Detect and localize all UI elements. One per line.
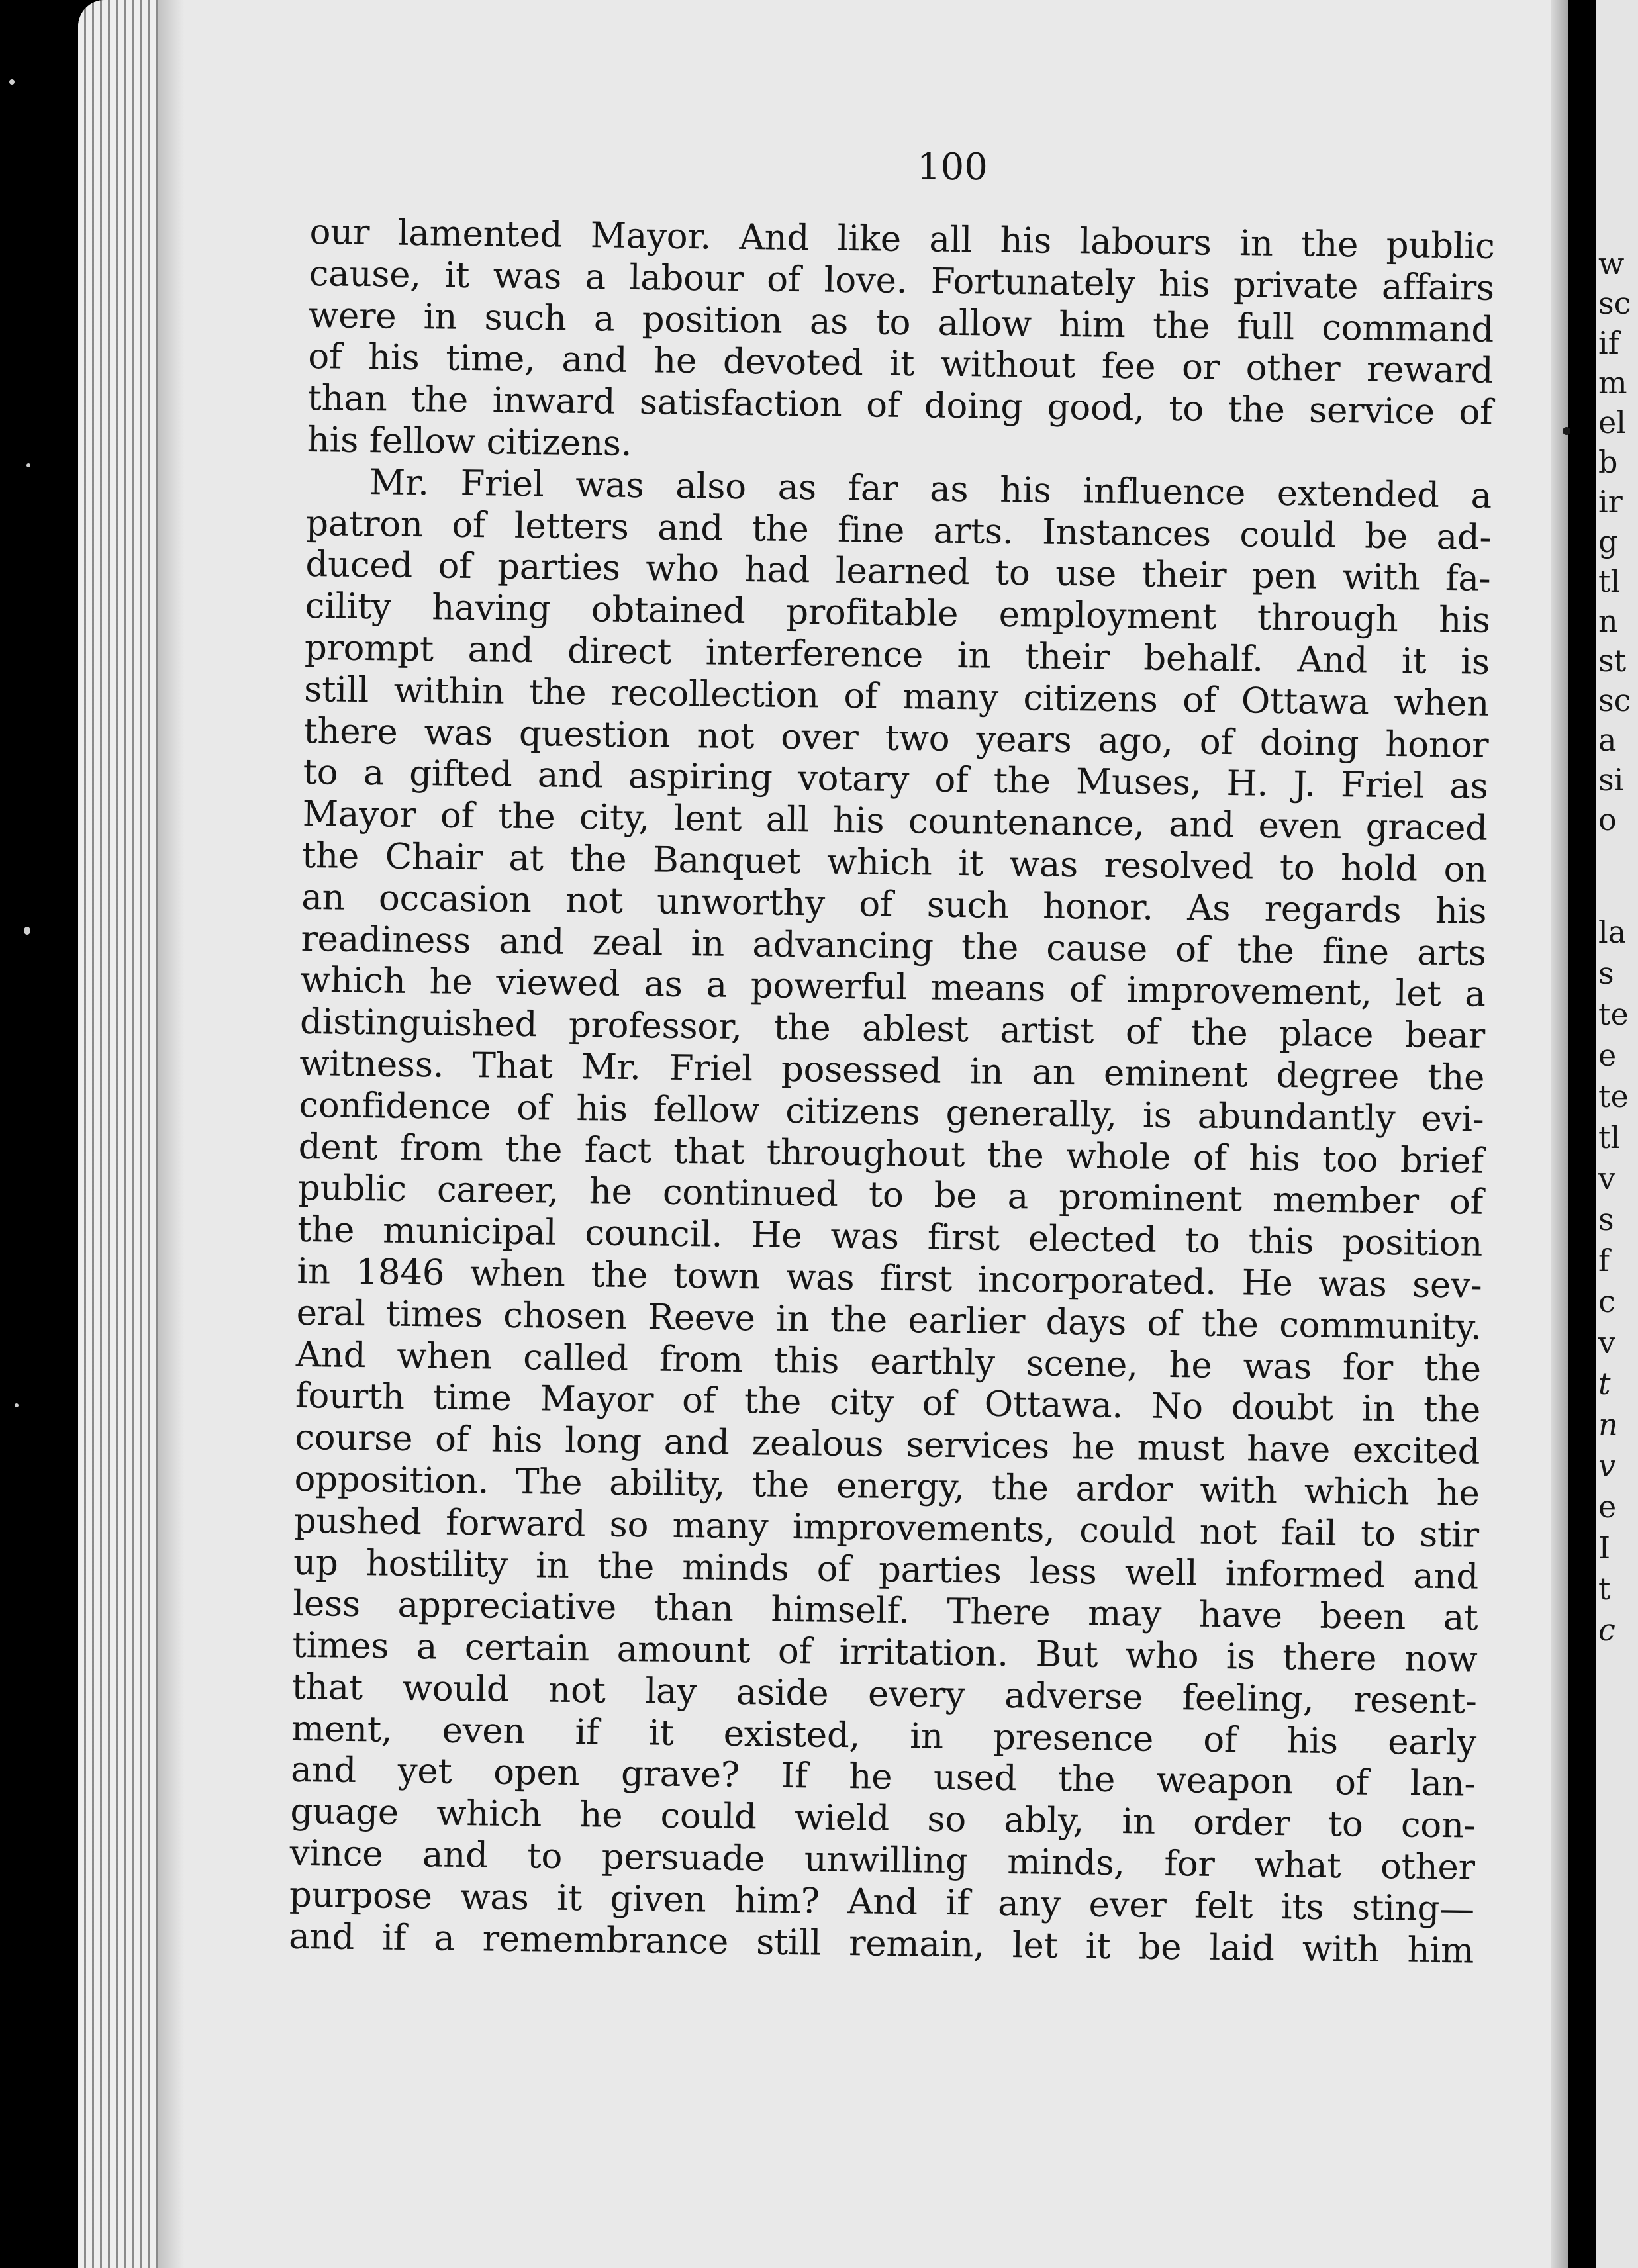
text-line: dent from the fact that throughout the whole of his too brief bbox=[298, 1126, 1484, 1182]
text-line: his fellow citizens. bbox=[307, 419, 632, 464]
facing-page-fragment: tl bbox=[1598, 1119, 1621, 1155]
facing-page-fragment: st bbox=[1598, 643, 1627, 679]
facing-page-fragment: a bbox=[1598, 722, 1617, 758]
text-line: patron of letters and the fine arts. Instances could be ad- bbox=[305, 502, 1492, 558]
facing-page-fragment: n bbox=[1598, 603, 1618, 639]
text-line: eral times chosen Reeve in the earlier days of the community. bbox=[296, 1292, 1482, 1348]
text-line: readiness and zeal in advancing the cause of the fine arts bbox=[301, 918, 1486, 974]
text-line: Mr. Friel was also as far as his influence extended a bbox=[369, 461, 1492, 516]
facing-page-fragment: t bbox=[1598, 1571, 1611, 1607]
facing-page-fragment: la bbox=[1598, 914, 1627, 950]
facing-page-fragment: te bbox=[1598, 1078, 1629, 1114]
body-text bbox=[289, 212, 1495, 1972]
facing-page-fragment: w bbox=[1598, 246, 1625, 281]
text-line: and yet open grave? If he used the weapon of lan- bbox=[290, 1750, 1476, 1805]
page-number: 100 bbox=[917, 146, 988, 189]
text-line: still within the recollection of many citizens of Ottawa when bbox=[303, 669, 1490, 724]
facing-page-fragment: g bbox=[1598, 524, 1618, 559]
text-line: opposition. The ability, the energy, the ardor with which he bbox=[294, 1458, 1480, 1514]
facing-page-fragment: si bbox=[1598, 762, 1624, 798]
facing-page-edge bbox=[1596, 0, 1638, 2268]
text-line: an occasion not unworthy of such honor. As regards his bbox=[301, 876, 1487, 932]
facing-page-fragment: s bbox=[1598, 955, 1614, 991]
text-line: in 1846 when the town was first incorporated. He was sev- bbox=[297, 1251, 1482, 1306]
facing-page-fragment: b bbox=[1598, 444, 1618, 480]
text-line: cause, it was a labour of love. Fortunately his private affairs bbox=[309, 253, 1495, 308]
text-line: less appreciative than himself. There may have been at bbox=[292, 1583, 1478, 1639]
text-line: times a certain amount of irritation. But who is there now bbox=[292, 1625, 1478, 1680]
text-line: that would not lay aside every adverse feeling, resent- bbox=[291, 1666, 1478, 1722]
text-line: And when called from this earthly scene, he was for the bbox=[295, 1334, 1482, 1390]
facing-page-fragment: e bbox=[1598, 1037, 1617, 1073]
page-edge-leaves bbox=[78, 0, 158, 2268]
facing-page-fragment: tl bbox=[1598, 563, 1621, 599]
text-line: public career, he continued to be a prominent member of bbox=[297, 1168, 1484, 1223]
facing-page-fragment: f bbox=[1598, 1243, 1610, 1278]
facing-page-fragment: v bbox=[1598, 1448, 1615, 1484]
facing-page-fragment: if bbox=[1598, 325, 1619, 361]
facing-page-fragment: sc bbox=[1598, 285, 1631, 321]
facing-page-fragment: I bbox=[1598, 1530, 1611, 1566]
facing-page-fragment: v bbox=[1598, 1325, 1615, 1360]
text-line: ment, even if it existed, in presence of his early bbox=[291, 1708, 1477, 1764]
facing-page-fragment: e bbox=[1598, 1489, 1617, 1525]
facing-page-fragment: te bbox=[1598, 996, 1629, 1032]
facing-page-fragment: m bbox=[1598, 365, 1627, 401]
text-line: our lamented Mayor. And like all his labours in the public bbox=[309, 212, 1495, 267]
text-line: the Chair at the Banquet which it was resolved to hold on bbox=[301, 835, 1488, 890]
text-line: cility having obtained profitable employment through his bbox=[305, 586, 1490, 641]
scan-speck bbox=[15, 1403, 19, 1407]
facing-page-fragment: el bbox=[1598, 404, 1626, 440]
text-line: distinguished professor, the ablest artist of the place bear bbox=[299, 1002, 1486, 1057]
facing-page-fragment: t bbox=[1598, 1366, 1611, 1401]
text-line: course of his long and zealous services he must have excited bbox=[295, 1417, 1480, 1472]
facing-page-fragment: o bbox=[1598, 802, 1617, 837]
page-edge-shadow bbox=[158, 0, 184, 2268]
text-line: confidence of his fellow citizens generally, is abundantly evi- bbox=[299, 1084, 1484, 1140]
text-line: and if a remembrance still remain, let it be laid with him bbox=[288, 1916, 1474, 1971]
text-line: to a gifted and aspiring votary of the Muses, H. J. Friel as bbox=[303, 752, 1488, 808]
text-line: Mayor of the city, lent all his countenance, and even graced bbox=[302, 794, 1488, 849]
text-line: were in such a position as to allow him the full command bbox=[308, 295, 1494, 350]
facing-page-fragment: v bbox=[1598, 1160, 1615, 1196]
text-line: witness. That Mr. Friel posessed in an eminent degree the bbox=[299, 1043, 1485, 1098]
scan-speck bbox=[26, 463, 30, 467]
scan-speck bbox=[24, 927, 30, 935]
ink-spot bbox=[1563, 427, 1570, 435]
book-gutter bbox=[1551, 0, 1568, 2268]
facing-page-fragment: c bbox=[1598, 1612, 1615, 1648]
scan-speck bbox=[9, 79, 15, 85]
text-line: pushed forward so many improvements, could not fail to stir bbox=[293, 1500, 1480, 1556]
text-line: guage which he could wield so ably, in order to con- bbox=[290, 1791, 1476, 1846]
text-line: up hostility in the minds of parties less well informed and bbox=[293, 1542, 1479, 1597]
text-line: duced of parties who had learned to use their pen with fa- bbox=[305, 544, 1491, 600]
facing-page-fragment: s bbox=[1598, 1202, 1614, 1237]
facing-page-fragment: c bbox=[1598, 1284, 1615, 1319]
text-line: of his time, and he devoted it without fee or other reward bbox=[307, 336, 1494, 392]
text-line: the municipal council. He was first elected to this position bbox=[297, 1209, 1483, 1264]
facing-page-fragment: n bbox=[1598, 1407, 1618, 1442]
text-line: which he viewed as a powerful means of improvement, let a bbox=[300, 960, 1486, 1016]
facing-page-fragment: sc bbox=[1598, 683, 1631, 718]
text-line: there was question not over two years ago, of doing honor bbox=[303, 710, 1489, 766]
text-line: than the inward satisfaction of doing good, to the service of bbox=[307, 378, 1493, 434]
text-line: fourth time Mayor of the city of Ottawa. No doubt in the bbox=[295, 1376, 1481, 1431]
text-line: prompt and direct interference in their behalf. And it is bbox=[304, 627, 1490, 683]
facing-page-fragment: ir bbox=[1598, 484, 1623, 520]
text-line: vince and to persuade unwilling minds, for what other bbox=[289, 1832, 1475, 1888]
text-line: purpose was it given him? And if any ever felt its sting— bbox=[289, 1874, 1475, 1930]
